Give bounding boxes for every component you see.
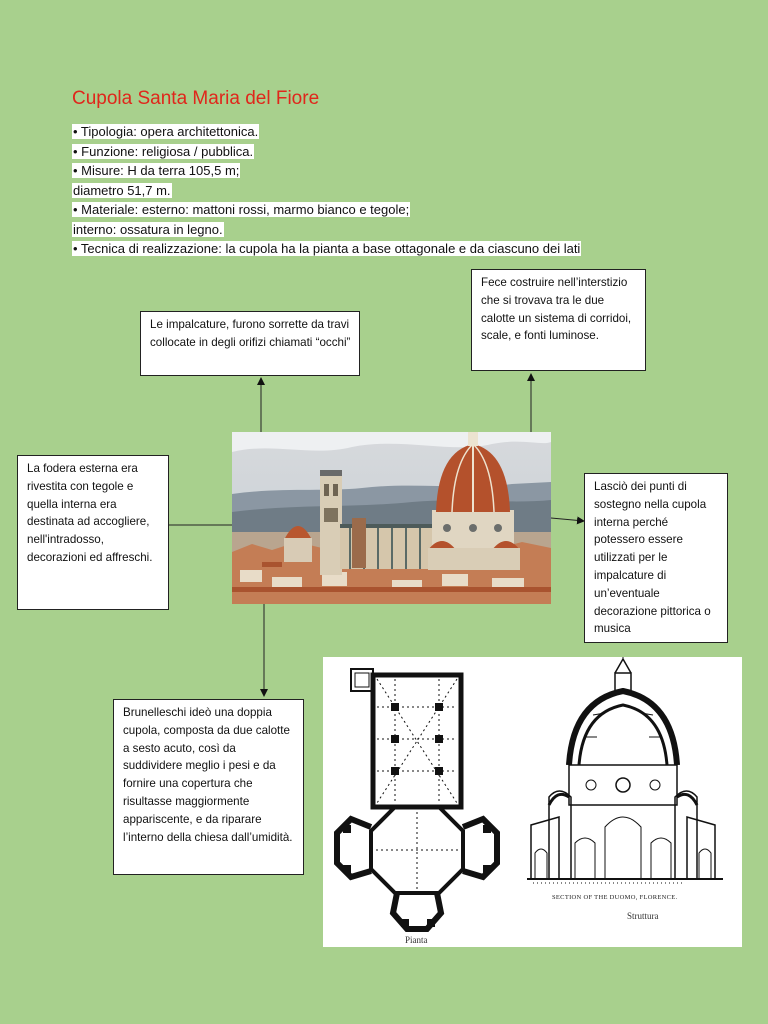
info-line: interno: ossatura in legno.: [73, 221, 223, 237]
section-label: Struttura: [627, 911, 659, 921]
architectural-drawings: [323, 657, 742, 947]
box-interstizio: Fece costruire nell’interstizio che si trovava tra le due calotte un sistema di corridoi, scale, e fonti luminose.: [471, 269, 646, 371]
florence-duomo-photo: [232, 432, 551, 604]
plan-label: Pianta: [405, 935, 428, 945]
box-sostegno: Lasciò dei punti di sostegno nella cupola interna perché potessero essere utilizzati per le impalcature di un’eventuale decorazione pittorica o musica: [584, 473, 728, 643]
info-line: diametro 51,7 m.: [73, 182, 171, 198]
box-fodera: La fodera esterna era rivestita con tegole e quella interna era destinata ad accogliere, nell'intradosso, decorazioni ed affreschi.: [17, 455, 169, 610]
floor-plan-drawing: [337, 669, 497, 929]
info-line: • Funzione: religiosa / pubblica.: [73, 143, 254, 159]
info-line: • Tecnica di realizzazione: la cupola ha la pianta a base ottagonale e da ciascuno dei lati: [73, 241, 581, 256]
box-brunelleschi: Brunelleschi ideò una doppia cupola, composta da due calotte a sesto acuto, così da suddividere meglio i pesi e da fornire una copertura che risultasse maggiormente appariscente, e da riparare l’interno della chiesa dall’umidità.: [113, 699, 304, 875]
info-line: • Tipologia: opera architettonica.: [73, 124, 259, 139]
page-title: Cupola Santa Maria del Fiore: [72, 88, 320, 109]
section-caption: SECTION OF THE DUOMO, FLORENCE.: [552, 894, 678, 901]
info-line: • Misure: H da terra 105,5 m;: [73, 163, 240, 178]
section-drawing: [527, 657, 723, 883]
box-impalcature: Le impalcature, furono sorrette da travi collocate in degli orifizi chiamati “occhi”: [140, 311, 360, 376]
info-line: • Materiale: esterno: mattoni rossi, marmo bianco e tegole;: [73, 202, 410, 217]
